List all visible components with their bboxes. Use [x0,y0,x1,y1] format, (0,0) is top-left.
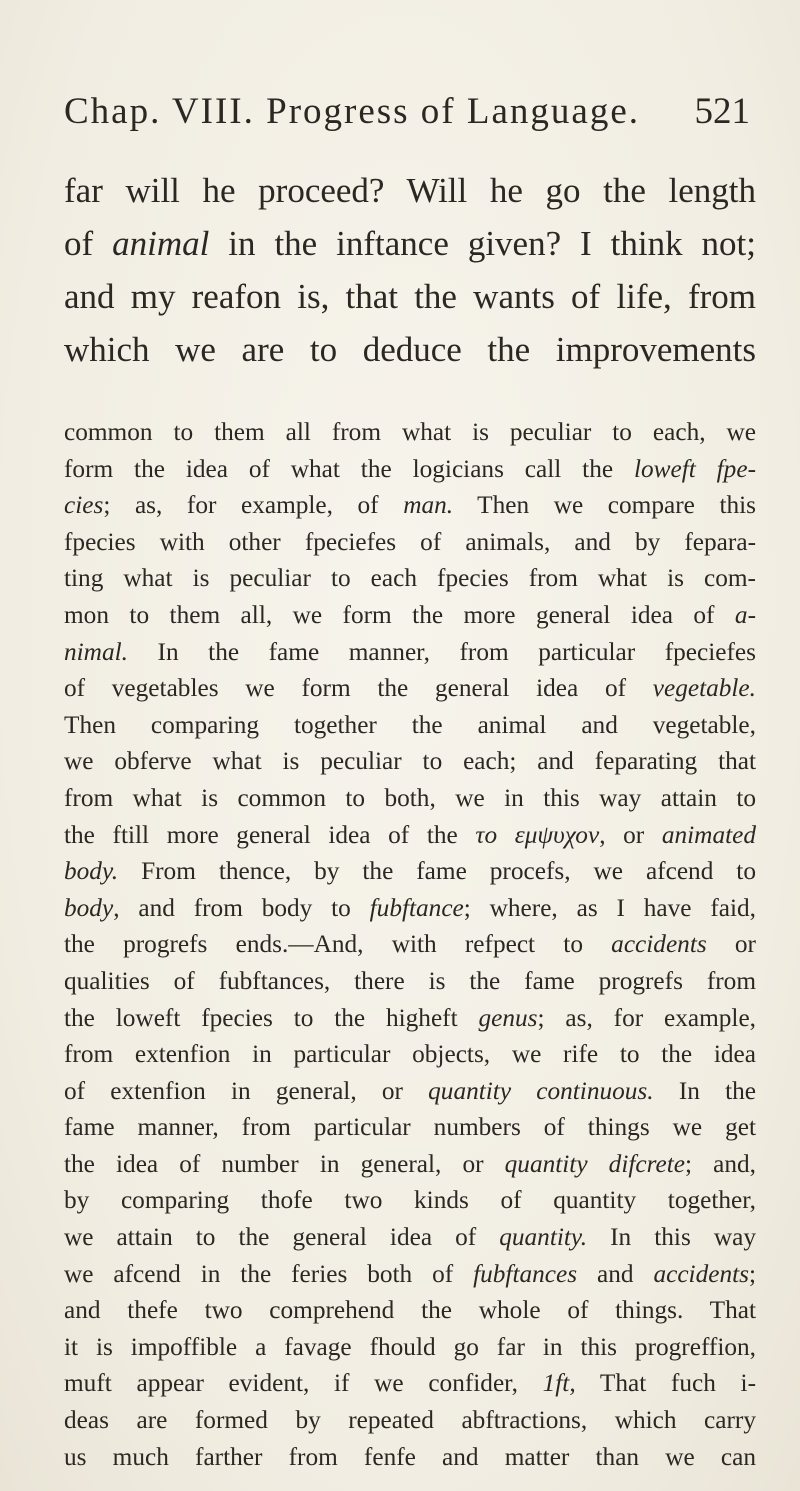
italic-text: loweft fpe- [633,454,756,483]
text-line [64,1329,756,1366]
text-line [64,524,756,561]
text-run: ; as, for example, [537,1003,757,1032]
text-line [64,1073,756,1110]
text-run: in the inftance given? I think not; [209,224,756,263]
text-run: of extenfion in general, or [64,1076,429,1105]
text-line [64,743,756,780]
text-line [64,926,756,963]
text-run: us much farther from fenfe and matter than we can [64,1442,756,1471]
text-run: fpecies with other fpeciefes of animals, and by fepara- [64,527,756,556]
text-line [64,1182,756,1219]
text-run: In this way [587,1223,756,1252]
text-line [64,217,756,270]
text-run: From thence, by the fame procefs, we afcend to [118,857,756,886]
text-run: of [64,224,113,263]
text-line [64,414,756,451]
text-line [64,707,756,744]
text-run: Then comparing together the animal and vegetable, [64,710,756,739]
text-line [64,164,756,217]
italic-text: body [64,893,114,922]
italic-text: animated [661,820,757,849]
italic-text: fubftance [369,893,464,922]
text-run: ; where, as I have faid, [463,893,756,922]
text-line [64,1439,756,1476]
text-line [64,560,756,597]
continued-paragraph [64,164,756,376]
text-line [64,1365,756,1402]
text-run: by comparing thofe two kinds of quantity together, [64,1186,756,1215]
italic-text: cies [64,491,104,520]
italic-text: a- [734,600,756,629]
italic-text: accidents [653,1259,749,1288]
text-line [64,670,756,707]
italic-text: nimal. [64,637,128,666]
text-run: mon to them all, we form the more general idea of [64,600,735,629]
text-line [64,487,756,524]
text-run: ; as, for example, of [103,491,404,520]
text-line [64,1402,756,1439]
italic-text: fubftances [473,1259,578,1288]
text-line [64,1256,756,1293]
text-run: form the idea of what the logicians call the [64,454,634,483]
italic-text: animal [112,224,210,263]
text-line [64,323,756,376]
text-line [64,890,756,927]
text-run: far will he proceed? Will he go the length [64,171,756,210]
text-run: , or [599,820,662,849]
text-run: the loweft fpecies to the higheft [64,1003,479,1032]
text-run: muft appear evident, if we confider, [64,1369,543,1398]
text-run: That fuch i- [575,1369,756,1398]
text-run: the ftill more general idea of the [64,820,476,849]
text-run: , and from body to [113,893,370,922]
text-run: Then we compare this [453,491,756,520]
italic-text: vegetable. [652,674,756,703]
text-line [64,817,756,854]
text-line [64,1292,756,1329]
text-run: deas are formed by repeated abftractions, which carry [64,1406,756,1435]
italic-text: quantity difcrete [504,1149,685,1178]
italic-text: quantity. [499,1223,588,1252]
text-run: it is impoffible a favage fhould go far in this progreffion, [64,1332,756,1361]
text-run: which we are to deduce the improvements [64,330,756,369]
text-line [64,853,756,890]
text-run: we obferve what is peculiar to each; and feparating that [64,747,756,776]
page-number: 521 [694,91,750,132]
text-run: and my reafon is, that the wants of life, from [64,277,756,316]
text-run: and thefe two comprehend the whole of things. That [64,1296,756,1325]
text-line [64,451,756,488]
text-line [64,780,756,817]
text-run: fame manner, from particular numbers of things we get [64,1113,756,1142]
text-run: ; [748,1259,756,1288]
text-run: of vegetables we form the general idea of [64,674,653,703]
text-line [64,1000,756,1037]
italic-text: το εμψυχον [475,820,600,849]
text-run: or [706,930,756,959]
text-run: from what is common to both, we in this way attain to [64,783,756,812]
text-line [64,1219,756,1256]
text-line [64,963,756,1000]
text-run: we attain to the general idea of [64,1223,500,1252]
text-run: the progrefs ends.—And, with refpect to [64,930,612,959]
running-header [64,0,756,134]
text-line [64,1036,756,1073]
text-line [64,634,756,671]
text-run: ting what is peculiar to each fpecies from what is com- [64,564,756,593]
text-run: In the [653,1076,756,1105]
italic-text: quantity continuous. [428,1076,654,1105]
italic-text: 1ft, [542,1369,576,1398]
text-run: ; and, [685,1149,756,1178]
text-run: qualities of fubftances, there is the fame progrefs from [64,966,756,995]
italic-text: body. [64,857,119,886]
text-run: we afcend in the feries both of [64,1259,474,1288]
quotation-block [64,414,756,1475]
text-line [64,270,756,323]
chapter-title: Chap. VIII. Progress of Language. [64,91,640,132]
text-line [64,1146,756,1183]
text-run: the idea of number in general, or [64,1149,505,1178]
text-line [64,597,756,634]
text-run: In the fame manner, from particular fpeciefes [127,637,756,666]
text-run: and [577,1259,654,1288]
italic-text: man. [403,491,454,520]
italic-text: accidents [611,930,707,959]
text-run: common to them all from what is peculiar to each, we [64,418,756,446]
text-line [64,1109,756,1146]
text-run: from extenfion in particular objects, we rife to the idea [64,1040,756,1069]
italic-text: genus [478,1003,538,1032]
